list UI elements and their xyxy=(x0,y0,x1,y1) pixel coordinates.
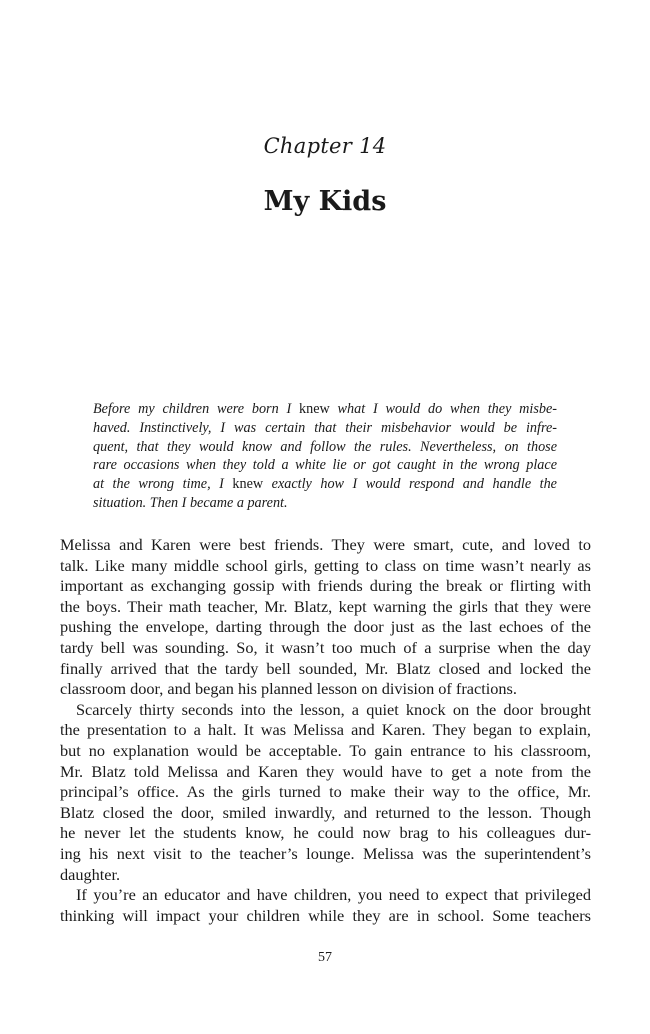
body-line: talk. Like many middle school girls, getting to class on time wasn’t nearly as xyxy=(60,555,591,575)
epigraph-text: quent, that they would know and follow the rules. Nevertheless, on those xyxy=(93,438,557,455)
epigraph-text: at the wrong time, I xyxy=(93,476,233,493)
body-line: thinking will impact your children while they are in school. Some teachers xyxy=(60,905,591,925)
body-line: Scarcely thirty seconds into the lesson, a quiet knock on the door brought xyxy=(76,699,591,719)
epigraph-text: haved. Instinctively, I was certain that their misbehavior would be infre- xyxy=(93,419,557,436)
epigraph-text: exactly how I would respond and handle the xyxy=(263,476,557,493)
epigraph-text: Before my children were born I xyxy=(93,401,300,417)
body-line: tardy bell was sounding. So, it wasn’t too much of a surprise when the day xyxy=(60,637,591,657)
epigraph-line xyxy=(93,475,557,494)
body-line: finally arrived that the tardy bell sounded, Mr. Blatz closed and locked the xyxy=(60,658,591,678)
epigraph-text: what I would do when they misbe- xyxy=(329,401,557,417)
epigraph-line xyxy=(93,438,557,457)
chapter-title: My Kids xyxy=(263,186,387,217)
body-line: principal’s office. As the girls turned to make their way to the office, Mr. xyxy=(60,782,591,802)
epigraph-line xyxy=(93,400,557,419)
body-line: important as exchanging gossip with friends during the break or flirting with xyxy=(60,576,591,596)
body-line: Mr. Blatz told Melissa and Karen they would have to get a note from the xyxy=(60,761,591,781)
epigraph-emphasis: knew xyxy=(299,401,330,417)
body-line: he never let the students know, he could now brag to his colleagues dur- xyxy=(60,823,591,843)
epigraph-emphasis: knew xyxy=(232,476,264,493)
body-line: the presentation to a halt. It was Melissa and Karen. They began to explain, xyxy=(60,720,591,740)
body-line: ing his next visit to the teacher’s lounge. Melissa was the superintendent’s xyxy=(60,843,591,863)
body-line: Melissa and Karen were best friends. They were smart, cute, and loved to xyxy=(60,535,591,554)
chapter-number: Chapter 14 xyxy=(263,134,387,158)
page-number: 57 xyxy=(318,950,332,965)
body-line: the boys. Their math teacher, Mr. Blatz, kept warning the girls that they were xyxy=(60,596,591,616)
body-line: classroom door, and began his planned lesson on division of fractions. xyxy=(60,679,517,699)
body-line: If you’re an educator and have children, you need to expect that privileged xyxy=(76,885,591,905)
body-line: Blatz closed the door, smiled inwardly, and returned to the lesson. Though xyxy=(60,802,591,822)
epigraph-text: rare occasions when they told a white lie or got caught in the wrong place xyxy=(93,457,557,474)
epigraph-line xyxy=(93,456,557,475)
body-text xyxy=(60,535,591,926)
body-line: pushing the envelope, darting through the door just as the last echoes of the xyxy=(60,617,591,637)
body-line: but no explanation would be acceptable. To gain entrance to his classroom, xyxy=(60,740,591,760)
epigraph-line xyxy=(93,494,557,513)
epigraph xyxy=(93,400,557,513)
body-line: daughter. xyxy=(60,864,121,884)
epigraph-text: situation. Then I became a parent. xyxy=(93,494,288,511)
epigraph-line xyxy=(93,419,557,438)
